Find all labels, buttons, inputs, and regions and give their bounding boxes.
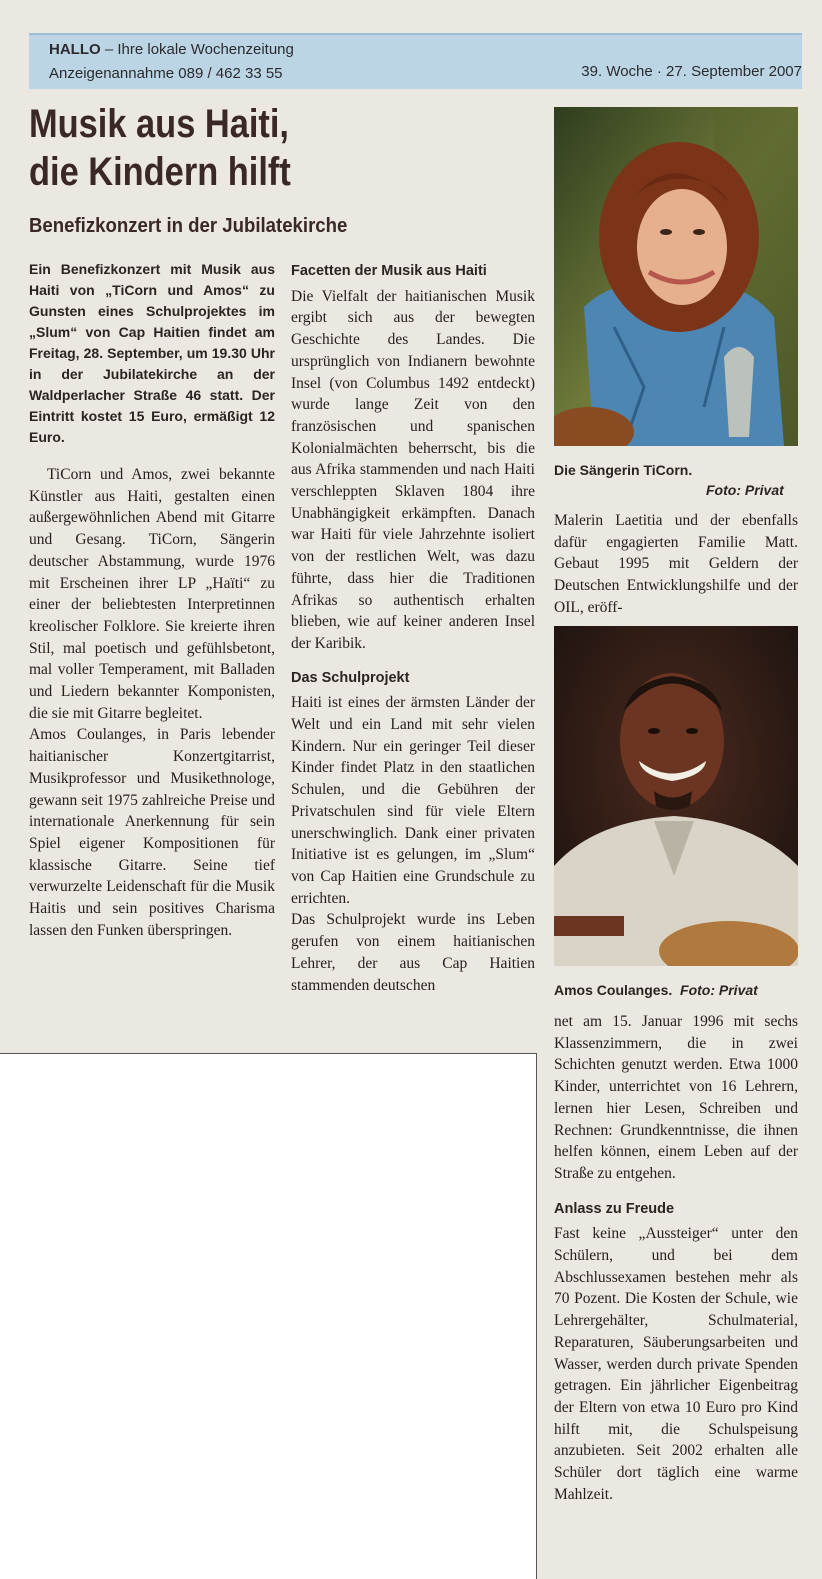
- masthead-title: [49, 41, 294, 58]
- photo-amos-image: [554, 626, 798, 966]
- paragraph-amos: Amos Coulanges, in Paris lebender haitianischer Konzertgitarrist, Musikprofessor und Musikethnologe, gewann seit 1975 zahlreiche Preise und internationale Anerkennung für sein Spiel eigener Kompositionen für klassische Gitarre. Seine tief verwurzelte Leidenschaft für die Musik Haitis und sein positives Charisma lassen den Funken überspringen.: [29, 726, 275, 939]
- paragraph-artists: TiCorn und Amos, zwei bekannte Künstler aus Haiti, gestalten einen außergewöhnlichen Abend mit Gitarre und Gesang. TiCorn, Sängerin deutscher Abstammung, wurde 1976 mit Erscheinen ihrer LP „Haïti“ zu einer der beliebtesten Interpretinnen kreolischer Folklore. Sie kreierte ihren Stil, mal poetisch und gefühlsbetont, mal voller Temperament, mit Balladen und Liedern bekannter Komponisten, die sie mit Gitarre begleitet.: [29, 466, 275, 722]
- caption-ticorn: Die Sängerin TiCorn.: [554, 462, 693, 478]
- headline-line-2: die Kindern hilft: [29, 150, 291, 194]
- credit-amos-text: Foto: Privat: [680, 982, 758, 998]
- issue-date: 39. Woche · 27. September 2007: [581, 63, 802, 80]
- publication-subtitle: – Ihre lokale Wochenzeitung: [100, 41, 294, 58]
- lead-paragraph: Ein Benefizkonzert mit Musik aus Haiti von „TiCorn und Amos“ zu Gunsten eines Schulprojektes im „Slum“ von Cap Haitien findet am Freitag, 28. September, um 19.30 Uhr in der Jubilatekirche an der Waldperlacher Straße 46 statt. Der Eintritt kostet 15 Euro, ermäßigt 12 Euro.: [29, 261, 275, 445]
- headline-line-1: Musik aus Haiti,: [29, 102, 289, 146]
- section-heading-school: Das Schulprojekt: [291, 669, 410, 686]
- caption-amos-text: Amos Coulanges.: [554, 982, 673, 998]
- column-3-bottom: [554, 1011, 798, 1505]
- paragraph-school-founding: Das Schulprojekt wurde ins Leben gerufen von einem haitianischen Lehrer, der aus Cap Haitien stammenden deutschen: [291, 911, 535, 994]
- subheadline: Benefizkonzert in der Jubilatekirche: [29, 215, 348, 237]
- column-3-top: [554, 510, 798, 619]
- section-heading-music: Facetten der Musik aus Haiti: [291, 263, 487, 279]
- caption-amos: [554, 982, 758, 998]
- photo-ticorn-image: [554, 107, 798, 446]
- paragraph-laetitia: Malerin Laetitia und der ebenfalls dafür engagierten Familie Matt. Gebaut 1995 mit Geldern der Deutschen Entwicklungshilfe und der OIL, eröff-: [554, 512, 798, 616]
- column-1: [29, 259, 275, 941]
- masthead: [29, 33, 802, 89]
- paragraph-school: Haiti ist eines der ärmsten Länder der Welt und ein Land mit sehr vielen Kindern. Nur ein geringer Teil dieser Kinder findet Platz in den staatlichen Schulen, und die Gebühren der Privatschulen sind für viele Eltern unerschwinglich. Dank einer privaten Initiative ist es gelungen, im „Slum“ von Cap Haitien eine Grundschule zu errichten.: [291, 694, 535, 907]
- ad-phone: Anzeigenannahme 089 / 462 33 55: [49, 65, 283, 82]
- paragraph-joy: Fast keine „Aussteiger“ unter den Schülern, und bei dem Abschlussexamen bestehen mehr als 70 Pozent. Die Kosten der Schule, wie Lehrergehälter, Schulmaterial, Reparaturen, Säuberungsarbeiten und Wasser, werden durch private Spenden getragen. Ein jährlicher Eigenbeitrag der Eltern von etwa 10 Euro pro Kind hilft mit, die Schulspeisung anzubieten. Seit 2002 erhalten alle Schüler dort täglich eine warme Mahlzeit.: [554, 1225, 798, 1503]
- credit-ticorn-text: Foto: Privat: [706, 482, 784, 498]
- credit-ticorn: [706, 482, 784, 498]
- photo-ticorn: [554, 107, 798, 446]
- photo-amos: [554, 626, 798, 966]
- column-2: [291, 261, 535, 996]
- section-heading-joy: Anlass zu Freude: [554, 1200, 675, 1217]
- headline: [29, 100, 476, 196]
- publication-name: HALLO: [49, 41, 101, 58]
- paragraph-music: Die Vielfalt der haitianischen Musik ergibt sich aus der bewegten Geschichte des Landes. Die ursprünglich von Indianern bewohnte Insel (von Columbus 1492 entdeckt) wurde lange Zeit von den französischen und spanischen Kolonialmächten beherrscht, bis die aus Afrika stammenden und nach Haiti verschleppten Sklaven 1804 ihre Unabhängigkeit erkämpften. Danach war Haiti für viele Jahrzehnte isoliert von der restlichen Welt, was dazu führte, dass hier die Traditionen Afrikas so authentisch erhalten blieben, wie auf keiner anderen Insel der Karibik.: [291, 287, 535, 652]
- blank-area: [0, 1053, 537, 1579]
- paragraph-school-opening: net am 15. Januar 1996 mit sechs Klassenzimmern, die in zwei Schichten genutzt werden. Etwa 1000 Kinder, unterrichtet von 16 Lehrern, lernen hier Lesen, Schreiben und Rechnen: Grundkenntnisse, die ihnen helfen können, einem Leben auf der Straße zu entgehen.: [554, 1013, 798, 1182]
